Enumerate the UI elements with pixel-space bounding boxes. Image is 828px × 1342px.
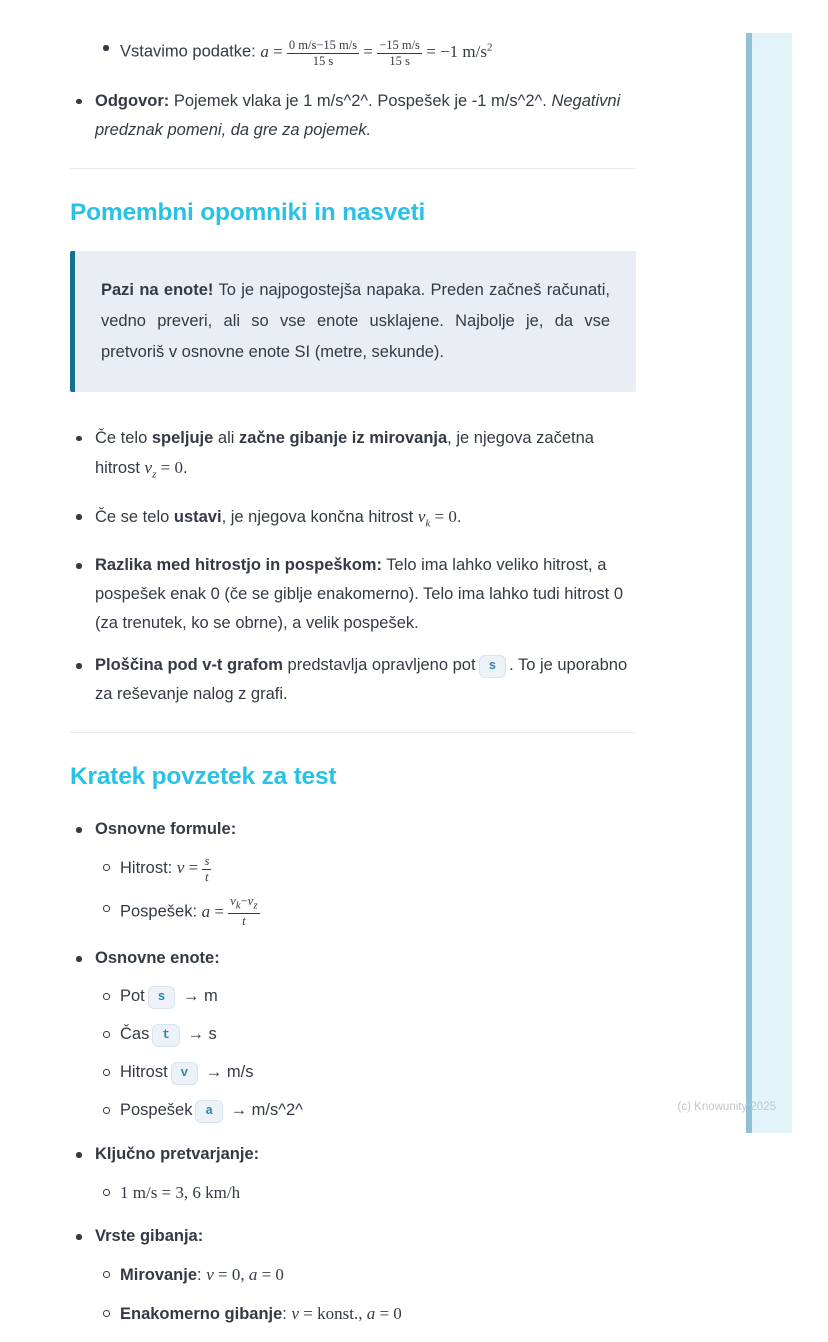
list-item: Če se telo ustavi, je njegova končna hitrost $v_k = 0$. <box>70 502 636 538</box>
fraction: $\frac{s}{t}$ <box>204 854 210 885</box>
calc-label: Vstavimo podatke: <box>120 42 261 61</box>
list-item: Osnovne formule: <box>70 815 636 844</box>
code-chip-t: t <box>152 1024 180 1047</box>
list-item: Vrste gibanja: <box>70 1222 636 1251</box>
page-edge-line <box>746 33 752 1133</box>
callout-box <box>70 251 636 392</box>
math-v-end: $v_k = 0$ <box>417 507 457 530</box>
fraction: $\frac{v_k-v_z}{t}$ <box>230 894 258 929</box>
bullet-marker <box>101 1096 120 1125</box>
list-item: Če telo speljuje ali začne gibanje iz mirovanja, je njegova začetna hitrost $v_z = 0$. <box>70 424 636 489</box>
unit-row: Pospešek a → m/s^2^ <box>101 1096 636 1125</box>
divider <box>70 168 636 169</box>
fraction: $\frac{-15 m/s}{15 s}$ <box>379 37 420 68</box>
bullet-marker <box>101 1020 120 1049</box>
bullet-marker <box>70 944 95 973</box>
bullet-marker <box>101 1299 120 1328</box>
list-item: Osnovne enote: <box>70 944 636 973</box>
motion-row: Enakomerno gibanje: v = konst., a = 0 <box>101 1299 636 1329</box>
list-item: Pospešek: a = $\frac{v_k-v_z}{t}$ <box>101 894 636 929</box>
divider <box>70 732 636 733</box>
calc-line <box>120 33 636 69</box>
section-title-summary: Kratek povzetek za test <box>70 763 337 791</box>
bullet-marker <box>101 1178 120 1207</box>
calc-formula: a = $\frac{0 m/s-15 m/s}{15 s}$ = $\frac{-15 m/s}{15 s}$ = −1 $m/s^2$ <box>260 37 493 68</box>
bullet-marker <box>70 815 95 844</box>
summary-list <box>70 815 636 1329</box>
bullet-marker <box>101 1058 120 1087</box>
code-chip-s: s <box>148 986 176 1009</box>
section-title-reminders: Pomembni opomniki in nasveti <box>70 198 426 226</box>
bullet-marker <box>70 551 95 580</box>
bullet-marker <box>101 1260 120 1289</box>
motion-row: Mirovanje: v = 0, a = 0 <box>101 1260 636 1290</box>
list-item: Ključno pretvarjanje: <box>70 1140 636 1169</box>
list-item <box>101 33 636 69</box>
conversion-formula: 1 m/s = 3, 6 km/h <box>120 1183 241 1203</box>
list-item <box>101 1178 636 1207</box>
page-edge-panel <box>752 33 792 1133</box>
unit-row: Čas t → s <box>101 1020 636 1049</box>
unit-row: Hitrost v → m/s <box>101 1058 636 1087</box>
copyright: (c) Knowunity 2025 <box>677 1101 776 1113</box>
callout-text: To je najpogostejša napaka. Preden začneš računati, vedno preveri, ali so vse enote usklajene. Najbolje je, da vse pretvoriš v osnovne enote SI (metre, sekunde). <box>101 280 610 361</box>
callout-bold: Pazi na enote! <box>101 280 214 299</box>
bullet-marker <box>101 853 120 882</box>
unit-row: Pot s → m <box>101 982 636 1011</box>
document-content <box>70 0 636 1342</box>
bullet-marker <box>101 894 120 923</box>
list-item: Ploščina pod v-t grafom predstavlja opravljeno pot s . To je uporabno za reševanje nalog z grafi. <box>70 651 636 709</box>
motion-formula: v = konst., a = 0 <box>291 1304 402 1324</box>
bullet-marker <box>70 1140 95 1169</box>
bullet-marker <box>70 87 95 116</box>
motion-formula: v = 0, a = 0 <box>206 1265 284 1285</box>
code-chip-a: a <box>195 1100 223 1123</box>
list-item <box>70 87 636 145</box>
speed-formula: v = $\frac{s}{t}$ <box>176 854 210 885</box>
code-chip-v: v <box>171 1062 199 1085</box>
bullet-marker <box>70 651 95 680</box>
list-item: Hitrost: v = $\frac{s}{t}$ <box>101 853 636 885</box>
code-chip-s: s <box>479 655 507 678</box>
list-item: Razlika med hitrostjo in pospeškom: Telo ima lahko veliko hitrost, a pospešek enak 0 (če se giblje enakomerno). Telo ima lahko tudi hitrost 0 (za trenutek, ko se obrne), a velik pospešek. <box>70 551 636 638</box>
bullet-marker <box>70 424 95 453</box>
intro-list <box>70 0 636 145</box>
reminders-list <box>70 424 636 710</box>
bullet-marker <box>70 1222 95 1251</box>
bullet-marker <box>101 982 120 1011</box>
fraction: $\frac{0 m/s-15 m/s}{15 s}$ <box>288 37 358 68</box>
bullet-marker <box>101 33 120 62</box>
bullet-marker <box>70 502 95 531</box>
math-v-start: $v_z = 0$ <box>144 457 183 481</box>
answer-line: Odgovor: Pojemek vlaka je 1 m/s^2^. Pospešek je -1 m/s^2^. Negativni predznak pomeni, da gre za pojemek. <box>95 91 621 139</box>
accel-formula: a = $\frac{v_k-v_z}{t}$ <box>201 894 258 929</box>
